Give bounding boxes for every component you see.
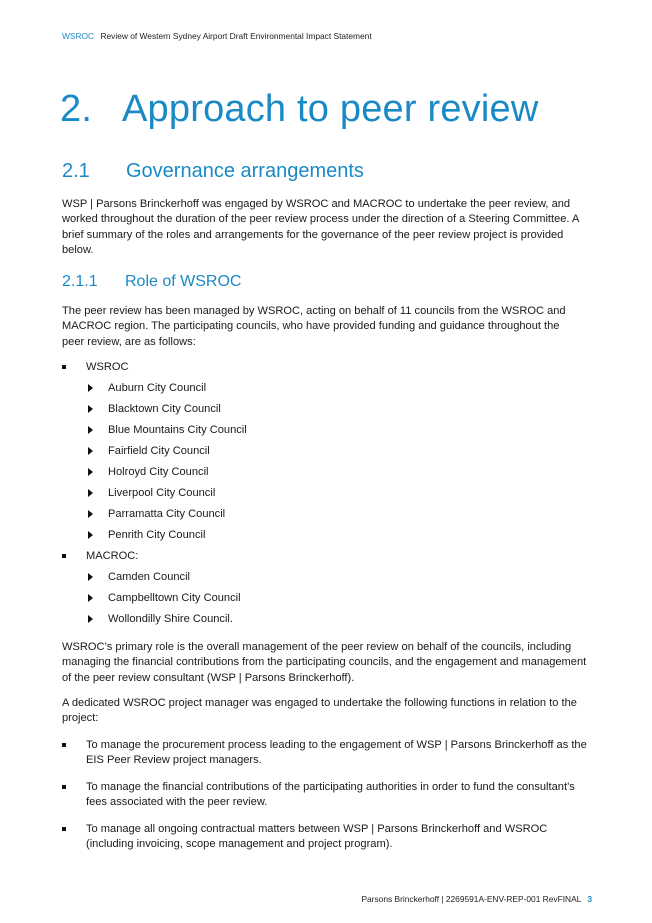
function-text: To manage the procurement process leading to the engagement of WSP | Parsons Brinckerhoff as the EIS Peer Review project managers. <box>86 739 587 767</box>
list-item <box>62 738 587 769</box>
group-item <box>62 360 582 381</box>
list-item <box>62 423 582 444</box>
triangle-bullet-icon <box>88 468 93 476</box>
list-item <box>62 402 582 423</box>
group-label: MACROC: <box>86 550 139 562</box>
manager-paragraph: A dedicated WSROC project manager was engaged to undertake the following functions in relation to the project: <box>62 697 577 725</box>
triangle-bullet-icon <box>88 405 93 413</box>
header-title: Review of Western Sydney Airport Draft Environmental Impact Statement <box>100 31 372 41</box>
function-text: To manage all ongoing contractual matters between WSP | Parsons Brinckerhoff and WSROC (including invoicing, scope management and project program). <box>86 822 548 851</box>
list-item <box>62 528 582 549</box>
square-bullet-icon <box>62 743 66 747</box>
section-title: Governance arrangements <box>126 160 364 182</box>
function-text: To manage the financial contributions of the participating authorities in order to fund the consultant’s fees associated with the peer review. <box>86 780 575 809</box>
list-item <box>62 570 582 591</box>
council-name: Liverpool City Council <box>108 487 216 499</box>
triangle-bullet-icon <box>88 573 93 581</box>
list-item <box>62 465 582 486</box>
chapter-title: Approach to peer review <box>122 88 539 130</box>
triangle-bullet-icon <box>88 426 93 434</box>
list-item <box>62 612 582 633</box>
functions-list <box>62 738 587 863</box>
list-item <box>62 780 587 811</box>
header-brand: WSROC <box>62 31 95 41</box>
triangle-bullet-icon <box>88 489 93 497</box>
square-bullet-icon <box>62 827 66 831</box>
page-footer <box>361 894 592 904</box>
council-name: Blacktown City Council <box>108 403 221 415</box>
subsection-paragraph: The peer review has been managed by WSROC, acting on behalf of 11 councils from the WSROC and MACROC region. The participating councils, who have provided funding and guidance throughout the peer review, are as follows: <box>62 305 566 348</box>
council-name: Wollondilly Shire Council. <box>108 613 233 625</box>
council-name: Blue Mountains City Council <box>108 424 247 436</box>
subsection-title: Role of WSROC <box>125 273 242 290</box>
council-name: Parramatta City Council <box>108 508 226 520</box>
list-item <box>62 822 587 853</box>
page-header <box>62 31 372 41</box>
council-list <box>62 360 582 633</box>
list-item <box>62 507 582 528</box>
council-name: Penrith City Council <box>108 529 206 541</box>
subsection-number: 2.1.1 <box>62 273 98 290</box>
subsection-heading <box>62 273 241 291</box>
section-number: 2.1 <box>62 160 90 182</box>
triangle-bullet-icon <box>88 510 93 518</box>
list-item <box>62 591 582 612</box>
council-name: Fairfield City Council <box>108 445 210 457</box>
council-name: Camden Council <box>108 571 191 583</box>
list-item <box>62 381 582 402</box>
council-name: Holroyd City Council <box>108 466 209 478</box>
chapter-heading <box>60 88 539 131</box>
triangle-bullet-icon <box>88 594 93 602</box>
list-item <box>62 486 582 507</box>
page-number: 3 <box>587 894 592 904</box>
square-bullet-icon <box>62 365 66 369</box>
triangle-bullet-icon <box>88 447 93 455</box>
section-heading <box>62 160 364 183</box>
council-name: Auburn City Council <box>108 382 207 394</box>
chapter-number: 2. <box>60 88 93 130</box>
list-item <box>62 444 582 465</box>
council-name: Campbelltown City Council <box>108 592 241 604</box>
triangle-bullet-icon <box>88 615 93 623</box>
group-item <box>62 549 582 570</box>
square-bullet-icon <box>62 785 66 789</box>
role-paragraph: WSROC’s primary role is the overall management of the peer review on behalf of the councils, including managing the financial contributions from the participating councils, and the engagement and management of the peer review consultant (WSP | Parsons Brinckerhoff). <box>62 641 587 684</box>
section-paragraph: WSP | Parsons Brinckerhoff was engaged by WSROC and MACROC to undertake the peer review, and worked throughout the duration of the peer review process under the direction of a Steering Committee. A brief summary of the roles and arrangements for the governance of the peer review project is provided below. <box>62 198 579 257</box>
triangle-bullet-icon <box>88 384 93 392</box>
triangle-bullet-icon <box>88 531 93 539</box>
group-label: WSROC <box>86 361 129 373</box>
footer-text: Parsons Brinckerhoff | 2269591A-ENV-REP-001 RevFINAL <box>361 894 582 904</box>
square-bullet-icon <box>62 554 66 558</box>
